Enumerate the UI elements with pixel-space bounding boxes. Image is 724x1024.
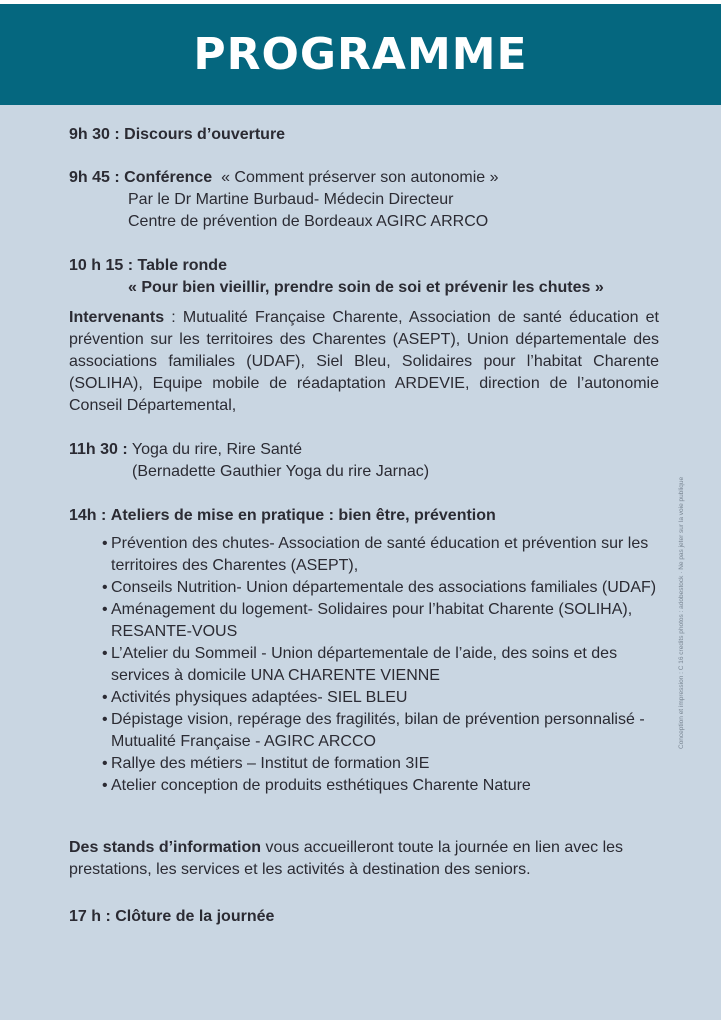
- round-table-time: 10 h 15 :: [69, 257, 134, 274]
- workshops-label: Ateliers de mise en pratique : bien être, prévention: [110, 507, 496, 524]
- side-credit: Conception et impression : C 16 credits photos : adobestock · Ne pas jeter sur la voie publique: [678, 476, 685, 749]
- conference-org: Centre de prévention de Bordeaux AGIRC ARRCO: [128, 213, 489, 230]
- workshop-item: • Aménagement du logement- Solidaires pour l’habitat Charente (SOLIHA), RESANTE-VOUS: [102, 601, 633, 640]
- speakers-entry: [69, 307, 659, 417]
- round-table-entry: [69, 255, 659, 299]
- workshop-item: • L’Atelier du Sommeil - Union départementale de l’aide, des soins et des services à domicile UNA CHARENTE VIENNE: [102, 645, 618, 684]
- stands-text: vous accueilleront toute la journée en lien avec les prestations, les services et les activités à destination des seniors.: [69, 839, 624, 878]
- conference-speaker: Par le Dr Martine Burbaud- Médecin Directeur: [128, 191, 454, 208]
- closing-time: 17 h :: [69, 908, 111, 925]
- workshop-item: • Activités physiques adaptées- SIEL BLEU: [102, 689, 408, 706]
- title-banner: [0, 4, 721, 105]
- closing-label: Clôture de la journée: [115, 908, 275, 925]
- page-title: PROGRAMME: [193, 29, 528, 80]
- conference-time: 9h 45 :: [69, 169, 120, 186]
- closing-entry: [69, 906, 659, 928]
- program-page: [0, 4, 721, 1020]
- stands-label: Des stands d’information: [69, 839, 262, 856]
- workshops-time: 14h :: [69, 507, 107, 524]
- stands-entry: [69, 837, 659, 881]
- workshop-item: • Atelier conception de produits esthétiques Charente Nature: [102, 777, 531, 794]
- workshops-list: [69, 533, 659, 797]
- workshop-item: • Conseils Nutrition- Union départementale des associations familiales (UDAF): [102, 579, 657, 596]
- opening-label: Discours d’ouverture: [124, 126, 286, 143]
- speakers-text: : Mutualité Française Charente, Association de santé éducation et prévention sur les territoires des Charentes (ASEPT), Union départementale des associations familiales (UDAF), Siel Bleu, Solidaires pour l’habitat Charente (SOLIHA), Equipe mobile de réadaptation ARDEVIE, direction de l’autonomie Conseil Départemental,: [69, 309, 659, 414]
- workshop-item: • Prévention des chutes- Association de santé éducation et prévention sur les territoires des Charentes (ASEPT),: [102, 535, 649, 574]
- round-table-topic: « Pour bien vieillir, prendre soin de soi et prévenir les chutes »: [128, 279, 604, 296]
- conference-entry: [69, 167, 659, 233]
- yoga-entry: [69, 439, 659, 483]
- conference-label: Conférence: [124, 169, 213, 186]
- yoga-detail: (Bernadette Gauthier Yoga du rire Jarnac): [132, 463, 430, 480]
- yoga-time: 11h 30 :: [69, 441, 128, 458]
- workshop-item: • Dépistage vision, repérage des fragilités, bilan de prévention personnalisé - Mutualité Française - AGIRC ARCCO: [102, 711, 645, 750]
- conference-topic: « Comment préserver son autonomie »: [221, 169, 499, 186]
- speakers-label: Intervenants: [69, 309, 165, 326]
- opening-entry: [69, 124, 659, 146]
- opening-time: 9h 30 :: [69, 126, 120, 143]
- workshop-item: • Rallye des métiers – Institut de formation 3IE: [102, 755, 430, 772]
- workshops-entry: [69, 505, 659, 797]
- round-table-label: Table ronde: [137, 257, 227, 274]
- yoga-label: Yoga du rire, Rire Santé: [131, 441, 303, 458]
